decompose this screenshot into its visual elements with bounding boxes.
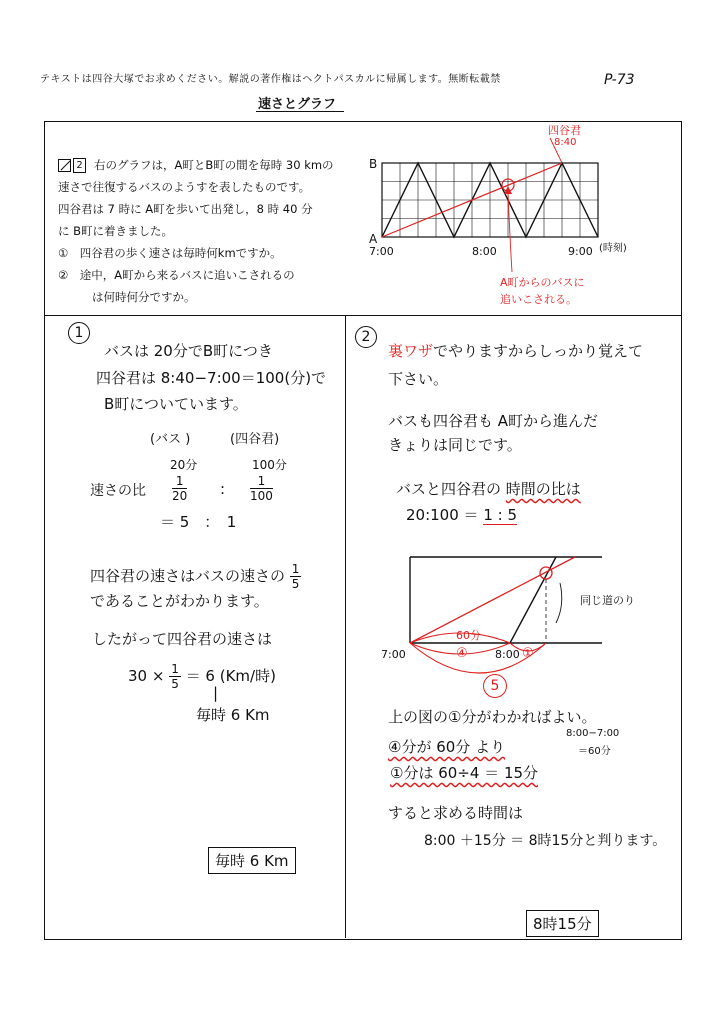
sol2-para3-line-1: バスと四谷君の 時間の比は xyxy=(396,480,581,498)
speed-calculation: 30 × $\frac{1}{5}$ ＝ 6 (Km/時) xyxy=(128,662,276,691)
solution2-mark: 2 xyxy=(355,326,377,348)
bus-time: 20分 xyxy=(170,458,198,472)
result-line: 毎時 6 Km xyxy=(196,706,270,724)
col-header-yotsuya: (四谷君) xyxy=(230,432,280,447)
yotsuya-speed-fraction: $\frac{1}{100}$ xyxy=(250,474,273,503)
checkbox-icon xyxy=(58,159,71,172)
sol2-text-3: ①分は 60÷4 ＝ 15分 xyxy=(390,764,539,782)
sol2-intro-line-2: 下さい。 xyxy=(388,370,449,388)
sol1-line-3: B町についています。 xyxy=(104,395,248,413)
bus-speed-fraction: $\frac{1}{20}$ xyxy=(172,474,188,503)
problem-line-2: 速さで往復するバスのようすを表したものです。 xyxy=(58,180,311,194)
graph-tick-700: 7:00 xyxy=(369,245,394,258)
sol2-intro-line-1: 裏ワザでやりますからしっかり覚えて xyxy=(388,342,644,360)
answer-box-2: 8時15分 xyxy=(526,910,599,937)
solution1-mark: 1 xyxy=(68,322,90,344)
down-arrow: | xyxy=(213,684,219,702)
problem-q1: ① 四谷君の歩く速さは毎時何kmですか。 xyxy=(58,246,282,260)
column-divider xyxy=(345,316,346,938)
fig-label-same-distance: 同じ道のり xyxy=(580,594,635,607)
fig-label-5: 5 xyxy=(483,674,507,698)
sol2-side-note-2: ＝60分 xyxy=(578,746,611,757)
problem-line-1: 2 右のグラフは，A町とB町の間を毎時 30 kmの xyxy=(58,154,334,176)
answer-box-1: 毎時 6 Km xyxy=(208,847,296,874)
graph-tick-900: 9:00 xyxy=(568,245,593,258)
graph-note-overtake-2: 追いこされる。 xyxy=(500,293,577,306)
fig-label-60min: 60分 xyxy=(456,629,481,642)
problem-line-3: 四谷君は 7 時に A町を歩いて出発し，8 時 40 分 xyxy=(58,202,313,216)
sol2-text-4: すると求める時間は xyxy=(388,804,524,822)
problem-q2: ② 途中，A町から来るバスに追いこされるの xyxy=(58,268,295,282)
title-underline xyxy=(256,111,344,112)
graph-tick-800: 8:00 xyxy=(472,245,497,258)
sol1-line-2: 四谷君は 8:40−7:00＝100(分)で xyxy=(96,369,327,387)
yotsuya-time: 100分 xyxy=(252,458,287,472)
fig-label-800: 8:00 xyxy=(495,648,520,661)
page-number: P-73 xyxy=(604,72,635,88)
sol2-text-5: 8:00 ＋15分 ＝ 8時15分と判ります。 xyxy=(424,833,667,849)
fifth-fraction: $\frac{1}{5}$ xyxy=(291,562,300,591)
sol2-text-1: 上の図の①分がわかればよい。 xyxy=(388,708,597,726)
conclusion-line-3: したがって四谷君の速さは xyxy=(92,630,273,648)
sol2-para2-line-1: バスも四谷君も A町から進んだ xyxy=(388,412,599,430)
fig-label-700: 7:00 xyxy=(381,648,406,661)
speed-ratio-label: 速さの比 xyxy=(90,483,146,499)
sol2-para3-line-2: 20:100 ＝ 1 : 5 xyxy=(406,506,518,524)
fig-label-4: ④ xyxy=(456,646,468,661)
col-header-bus: (バス ) xyxy=(150,432,191,447)
graph-label-a: A xyxy=(369,232,378,246)
sol2-para2-line-2: きょりは同じです。 xyxy=(388,436,522,454)
ratio-colon: : xyxy=(220,480,226,498)
problem-line-4: に B町に着きました。 xyxy=(58,224,174,238)
ratio-result: ＝ 5 ： 1 xyxy=(160,513,237,531)
graph-note-yotsuya: 四谷君 xyxy=(548,124,581,137)
graph-note-overtake-1: A町からのバスに xyxy=(500,276,585,289)
fig-label-1: ① xyxy=(522,646,534,661)
sol2-side-note-1: 8:00−7:00 xyxy=(566,728,620,739)
graph-note-time: 8:40 xyxy=(554,137,577,148)
problem-number: 2 xyxy=(73,158,86,173)
problem-q2-cont: は何時何分ですか。 xyxy=(92,290,196,304)
sol1-line-1: バスは 20分でB町につき xyxy=(104,342,273,360)
page-title: 速さとグラフ xyxy=(258,97,337,112)
copyright-notice: テキストは四谷大塚でお求めください。解説の著作権はヘクトパスカルに帰属します。無断転載禁 xyxy=(40,74,501,85)
conclusion-line-2: であることがわかります。 xyxy=(90,592,269,610)
bus-graph xyxy=(360,120,680,320)
sol2-text-2: ④分が 60分 より xyxy=(388,738,506,756)
conclusion-line-1: 四谷君の速さはバスの速さの $\frac{1}{5}$ xyxy=(90,562,300,591)
graph-unit-label: (時刻) xyxy=(599,243,627,254)
graph-label-b: B xyxy=(369,157,378,171)
